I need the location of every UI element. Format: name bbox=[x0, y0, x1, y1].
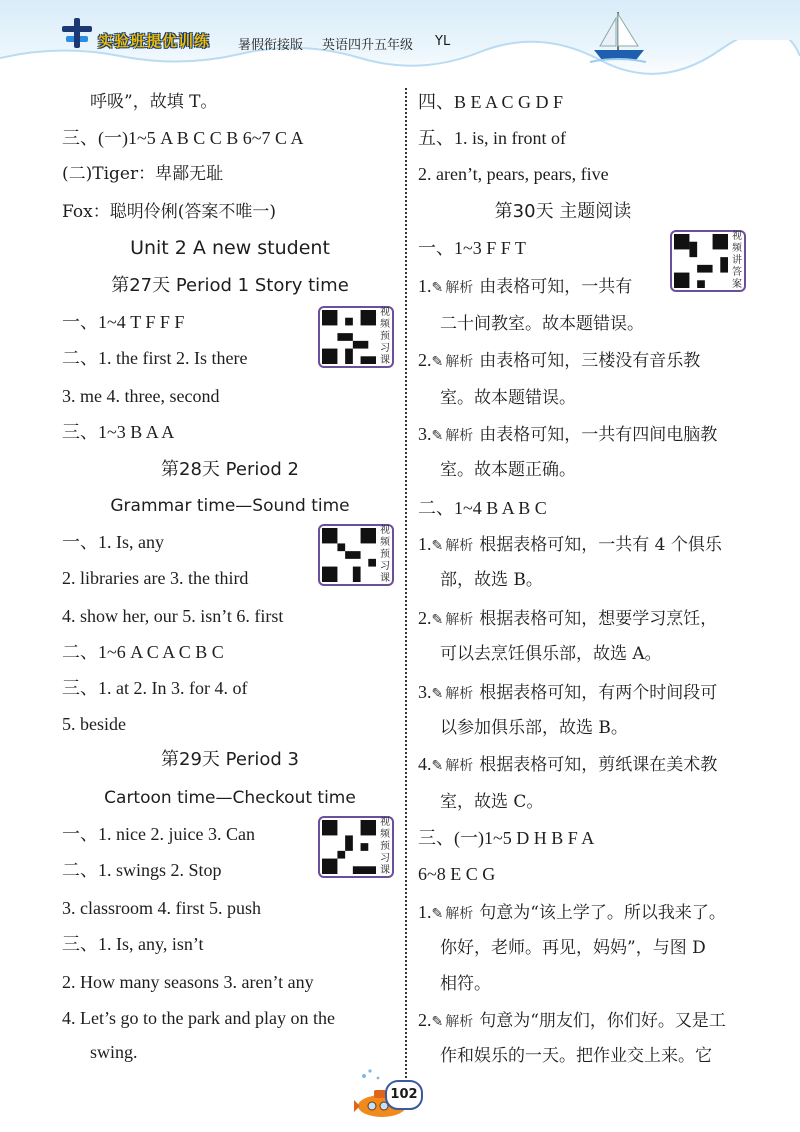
answer-line: 2. How many seasons 3. aren’t any bbox=[62, 972, 314, 992]
explanation-line: 以参加俱乐部，故选 B。 bbox=[440, 718, 628, 738]
answer-line: 2. aren’t, pears, pears, five bbox=[418, 164, 609, 184]
qr-code[interactable] bbox=[318, 306, 394, 368]
edition-label: 暑假衔接版 bbox=[238, 38, 304, 53]
explanation-line: 1.✎ 解析 根据表格可知，一共有 4 个俱乐 bbox=[418, 534, 722, 555]
day-subtitle: Cartoon time—Checkout time bbox=[104, 788, 356, 808]
explanation-tag: 解析 bbox=[445, 686, 474, 702]
answer-line: 三、1. at 2. In 3. for 4. of bbox=[62, 678, 248, 698]
explanation-tag: 解析 bbox=[445, 906, 474, 922]
pen-icon: ✎ bbox=[431, 686, 444, 702]
answer-line: 五、1. is, in front of bbox=[418, 128, 566, 148]
explanation-tag: 解析 bbox=[445, 1014, 474, 1030]
answer-line: 一、1. nice 2. juice 3. Can bbox=[62, 824, 255, 844]
explanation-line: 作和娱乐的一天。把作业交上来。它 bbox=[440, 1046, 712, 1066]
answer-line: 四、B E A C G D F bbox=[418, 92, 564, 112]
qr-code-icon bbox=[322, 310, 376, 364]
explanation-line: 2.✎ 解析 句意为“朋友们，你们好。又是工 bbox=[418, 1010, 726, 1031]
sailboat-icon bbox=[588, 8, 648, 68]
page-header bbox=[0, 0, 800, 80]
pen-icon: ✎ bbox=[431, 428, 444, 444]
answer-line: 三、1~3 B A A bbox=[62, 422, 175, 442]
answer-line: 5. beside bbox=[62, 714, 126, 734]
answer-line: 4. Let’s go to the park and play on the bbox=[62, 1008, 335, 1028]
page-number: 102 bbox=[385, 1080, 423, 1110]
day-title: 第28天 Period 2 bbox=[161, 459, 299, 480]
unit-title: Unit 2 A new student bbox=[130, 237, 330, 259]
qr-caption: 视频预习课 bbox=[380, 307, 390, 366]
brand-logo-icon bbox=[60, 12, 96, 52]
answer-line: Fox：聪明伶俐(答案不唯一) bbox=[62, 202, 276, 222]
explanation-line: 1.✎ 解析 句意为“该上学了。所以我来了。 bbox=[418, 902, 726, 923]
grade-label: 英语四升五年级 bbox=[322, 38, 414, 53]
answer-line: 二、1. the first 2. Is there bbox=[62, 348, 248, 368]
day-title: 第29天 Period 3 bbox=[161, 749, 299, 770]
answer-line: 二、1. swings 2. Stop bbox=[62, 860, 222, 880]
explanation-line: 相符。 bbox=[440, 974, 491, 994]
explanation-line: 3.✎ 解析 由表格可知，一共有四间电脑教 bbox=[418, 424, 718, 445]
day-title: 第27天 Period 1 Story time bbox=[111, 275, 349, 296]
qr-code[interactable] bbox=[318, 524, 394, 586]
explanation-tag: 解析 bbox=[445, 428, 474, 444]
column-divider bbox=[405, 88, 407, 1078]
qr-code-icon bbox=[322, 820, 376, 874]
explanation-line: 二十间教室。故本题错误。 bbox=[440, 314, 644, 334]
answer-line: 2. libraries are 3. the third bbox=[62, 568, 249, 588]
pen-icon: ✎ bbox=[431, 354, 444, 370]
answer-line: 3. classroom 4. first 5. push bbox=[62, 898, 261, 918]
qr-caption: 视频讲答案 bbox=[732, 231, 742, 290]
answer-line: 呼吸”，故填 T。 bbox=[90, 92, 218, 112]
answer-line: 三、(一)1~5 D H B F A bbox=[418, 828, 595, 848]
explanation-line: 1.✎ 解析 由表格可知，一共有 bbox=[418, 276, 633, 297]
qr-code[interactable] bbox=[670, 230, 746, 292]
answer-line: 一、1~3 F F T bbox=[418, 238, 526, 258]
explanation-tag: 解析 bbox=[445, 612, 474, 628]
qr-code-icon bbox=[674, 234, 728, 288]
qr-caption: 视频预习课 bbox=[380, 817, 390, 876]
day-subtitle: Grammar time—Sound time bbox=[110, 496, 350, 516]
answer-line: 6~8 E C G bbox=[418, 864, 496, 884]
qr-caption: 视频预习课 bbox=[380, 525, 390, 584]
answer-line: (二)Tiger：卑鄙无耻 bbox=[62, 164, 224, 184]
answer-line: 一、1. Is, any bbox=[62, 532, 164, 552]
series-code: YL bbox=[435, 34, 451, 49]
explanation-line: 3.✎ 解析 根据表格可知，有两个时间段可 bbox=[418, 682, 718, 703]
explanation-tag: 解析 bbox=[445, 280, 474, 296]
pen-icon: ✎ bbox=[431, 280, 444, 296]
pen-icon: ✎ bbox=[431, 612, 444, 628]
explanation-tag: 解析 bbox=[445, 354, 474, 370]
answer-line: 3. me 4. three, second bbox=[62, 386, 220, 406]
qr-code[interactable] bbox=[318, 816, 394, 878]
pen-icon: ✎ bbox=[431, 758, 444, 774]
explanation-line: 可以去烹饪俱乐部，故选 A。 bbox=[440, 644, 662, 664]
explanation-line: 室，故选 C。 bbox=[440, 792, 544, 812]
answer-line: 二、1~4 B A B C bbox=[418, 498, 547, 518]
explanation-line: 部，故选 B。 bbox=[440, 570, 543, 590]
qr-code-icon bbox=[322, 528, 376, 582]
pen-icon: ✎ bbox=[431, 906, 444, 922]
explanation-line: 你好，老师。再见，妈妈”，与图 D bbox=[440, 938, 706, 958]
answer-line: 三、1. Is, any, isn’t bbox=[62, 934, 204, 954]
explanation-tag: 解析 bbox=[445, 538, 474, 554]
explanation-line: 室。故本题错误。 bbox=[440, 388, 576, 408]
pen-icon: ✎ bbox=[431, 1014, 444, 1030]
explanation-tag: 解析 bbox=[445, 758, 474, 774]
answer-line: 三、(一)1~5 A B C C B 6~7 C A bbox=[62, 128, 304, 148]
answer-line: 4. show her, our 5. isn’t 6. first bbox=[62, 606, 284, 626]
explanation-line: 2.✎ 解析 由表格可知，三楼没有音乐教 bbox=[418, 350, 701, 371]
pen-icon: ✎ bbox=[431, 538, 444, 554]
day-title: 第30天 主题阅读 bbox=[494, 201, 632, 222]
answer-line: 一、1~4 T F F F bbox=[62, 312, 185, 332]
explanation-line: 2.✎ 解析 根据表格可知，想要学习烹饪， bbox=[418, 608, 718, 629]
answer-line: swing. bbox=[90, 1042, 138, 1062]
explanation-line: 4.✎ 解析 根据表格可知，剪纸课在美术教 bbox=[418, 754, 718, 775]
brand-name: 实验班提优训练 bbox=[98, 32, 211, 50]
answer-line: 二、1~6 A C A C B C bbox=[62, 642, 224, 662]
explanation-line: 室。故本题正确。 bbox=[440, 460, 576, 480]
